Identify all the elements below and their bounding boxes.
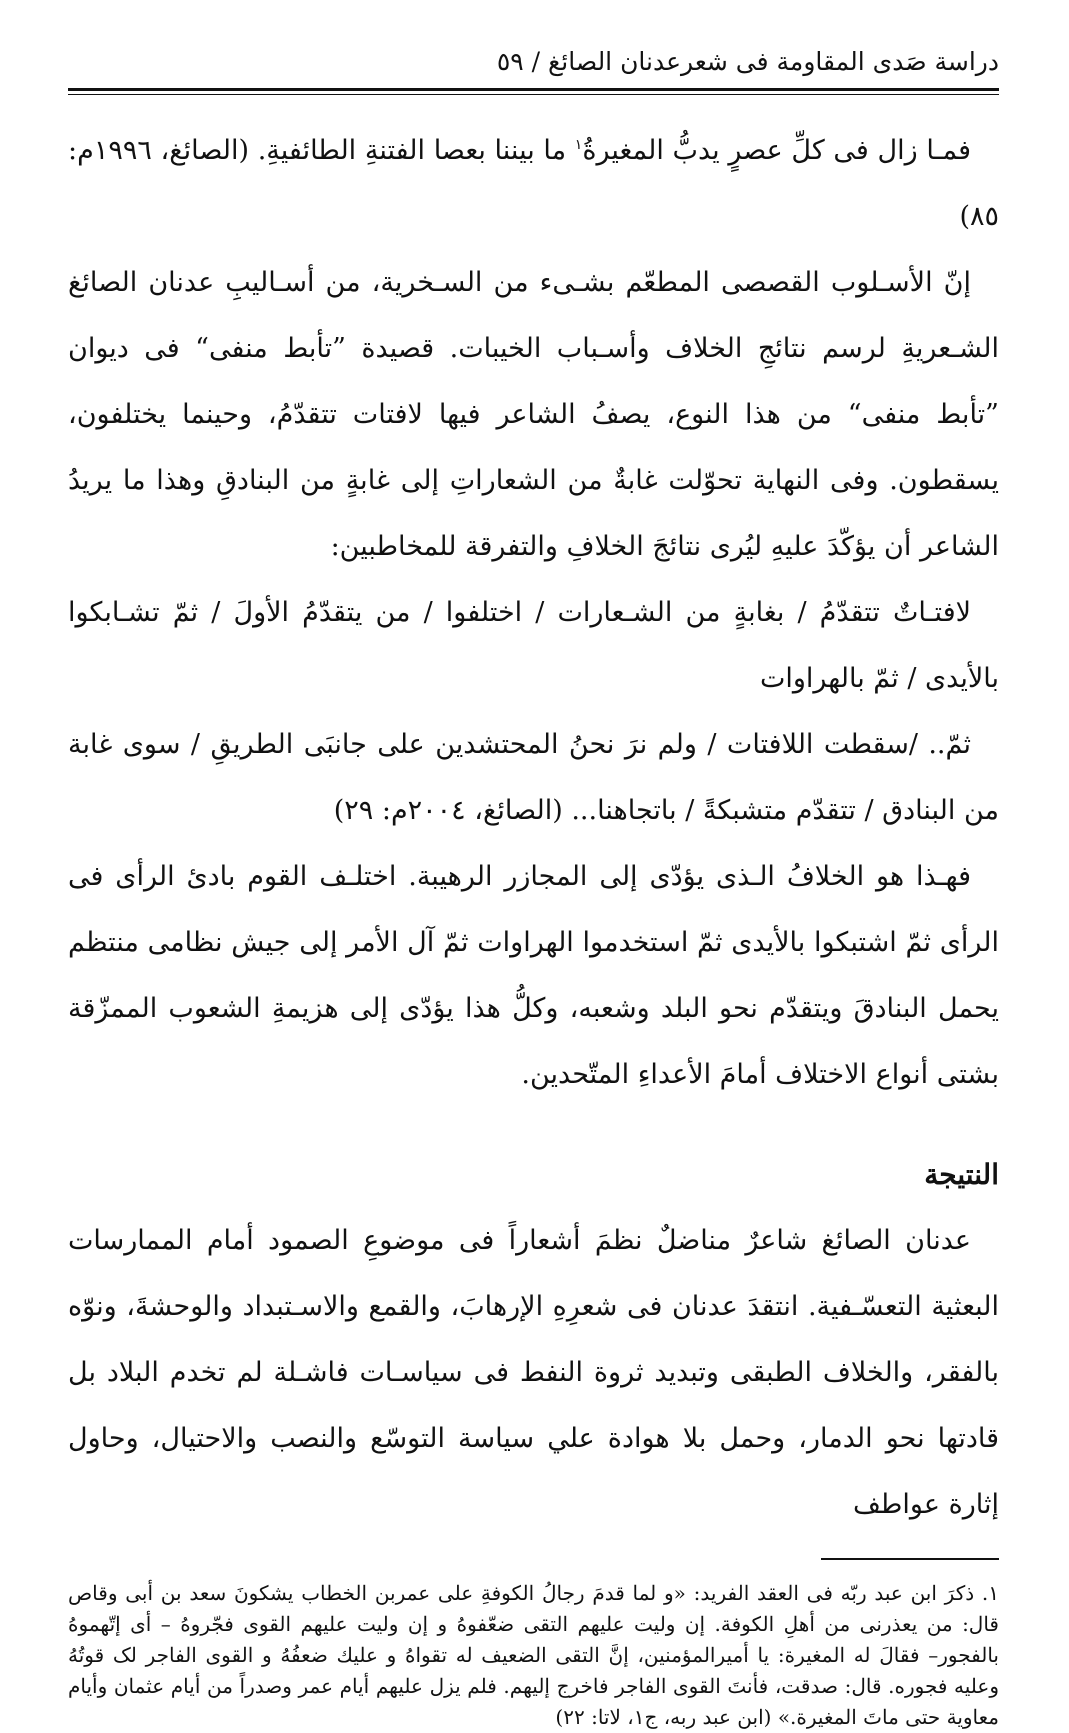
- body-paragraph: فهـذا هو الخلافُ الـذى يؤدّى إلى المجازر الرهيبة. اختلـف القوم بادئ الرأى فى الرأى ثمّ اشتبكوا بالأيدى ثمّ استخدموا الهراوات ثمّ آل الأمر إلى جيش نظامى منتظم يحمل البنادقَ ويتقدّم نحو البلد وشعبه، وكلُّ هذا يؤدّى إلى هزيمةِ الشعوب الممزّقة بشتى أنواع الاختلاف أمامَ الأعداءِ المتّحدين.: [68, 861, 999, 1090]
- body-paragraph: عدنان الصائغ شاعرٌ مناضلٌ نظمَ أشعاراً فى موضوعِ الصمود أمام الممارسات البعثية التعسّـفية. انتقدَ عدنان فى شعرِهِ الإرهابَ، والقمع والاسـتبداد والوحشةَ، ونوّه بالفقر، والخلاف الطبقى وتبديد ثروة النفط فى سياسـات فاشـلة لم تخدم البلاد بل قادتها نحو الدمار، وحمل بلا هوادة علي سياسة التوسّع والنصب والاحتيال، وحاول إثارة عواطف: [68, 1225, 999, 1520]
- verse-text-start: فمـا زال فى كلِّ عصرٍ يدبُّ المغيرةُ: [582, 135, 971, 166]
- running-header: دراسة صَدى المقاومة فى شعرعدنان الصائغ / ٥٩: [496, 47, 999, 76]
- body-text: [68, 118, 999, 1538]
- footnote-ref: ١: [574, 137, 583, 153]
- verse-text-end: ما بيننا بعصا الفتنةِ الطائفيةِ. (الصائغ، ١٩٩٦م: ٨٥): [68, 135, 999, 232]
- header-rule-thin: [68, 94, 999, 95]
- poem-quote: لافتـاتٌ تتقدّمُ / بغابةٍ من الشـعارات / اختلفوا / من يتقدّمُ الأولَ / ثمّ تشـابكوا بالأيدى / ثمّ بالهراوات: [68, 597, 999, 694]
- body-paragraph: إنّ الأسـلوب القصصى المطعّم بشـىء من السـخرية، من أسـاليبِ عدنان الصائغ الشـعريةِ لرسم نتائجِ الخلاف وأسـباب الخيبات. قصيدة ”تأبط منفى“ فى ديوان ”تأبط منفى“ من هذا النوع، يصفُ الشاعر فيها لافتات تتقدّمُ، وحينما يختلفون، يسقطون. وفى النهاية تحوّلت غابةٌ من الشعاراتِ إلى غابةٍ من البنادقِ وهذا ما يريدُ الشاعر أن يؤكّدَ عليهِ ليُرى نتائجَ الخلافِ والتفرقة للمخاطبين:: [68, 267, 999, 562]
- footnote-rule: [821, 1558, 999, 1560]
- poem-quote: ثمّ.. /سقطت اللافتات / ولم نرَ نحنُ المحتشدين على جانبَى الطريقِ / سوى غابة من البنادق / تتقدّم متشبكةً / باتجاهنا... (الصائغ، ٢٠٠٤م: ٢٩): [68, 729, 999, 826]
- section-heading: النتيجة: [924, 1158, 999, 1191]
- footnote: ١. ذكرَ ابن عبد ربّه فى العقد الفريد: «و لما قدمَ رجالُ الكوفةِ على عمربن الخطاب يشكونَ سعد بن أبى وقاص قال: من يعذرنى من أهلِ الكوفة. إن وليت عليهم التقى ضعّفوهُ و إن وليت عليهم القوى فجّروهُ – أى إتّهموهُ بالفجور– فقالَ له المغيرة: يا أميرالمؤمنين، إنَّ التقى الضعيف له تقواهُ و عليك ضعفُهُ و القوى الفاجر لک قوتُهُ وعليه فجوره. قال: صدقت، فأنتَ القوى الفاجر فاخرج إليهم. فلم يزل عليهم أيام عمر وصدراً من أيام عثمان وأيام معاوية حتى ماتَ المغيرة.» (ابن عبد ربه، ج١، لاتا: ٢٢): [68, 1581, 999, 1729]
- page: [68, 0, 999, 1729]
- verse-paragraph: [68, 118, 999, 250]
- header-rule-thick: [68, 88, 999, 91]
